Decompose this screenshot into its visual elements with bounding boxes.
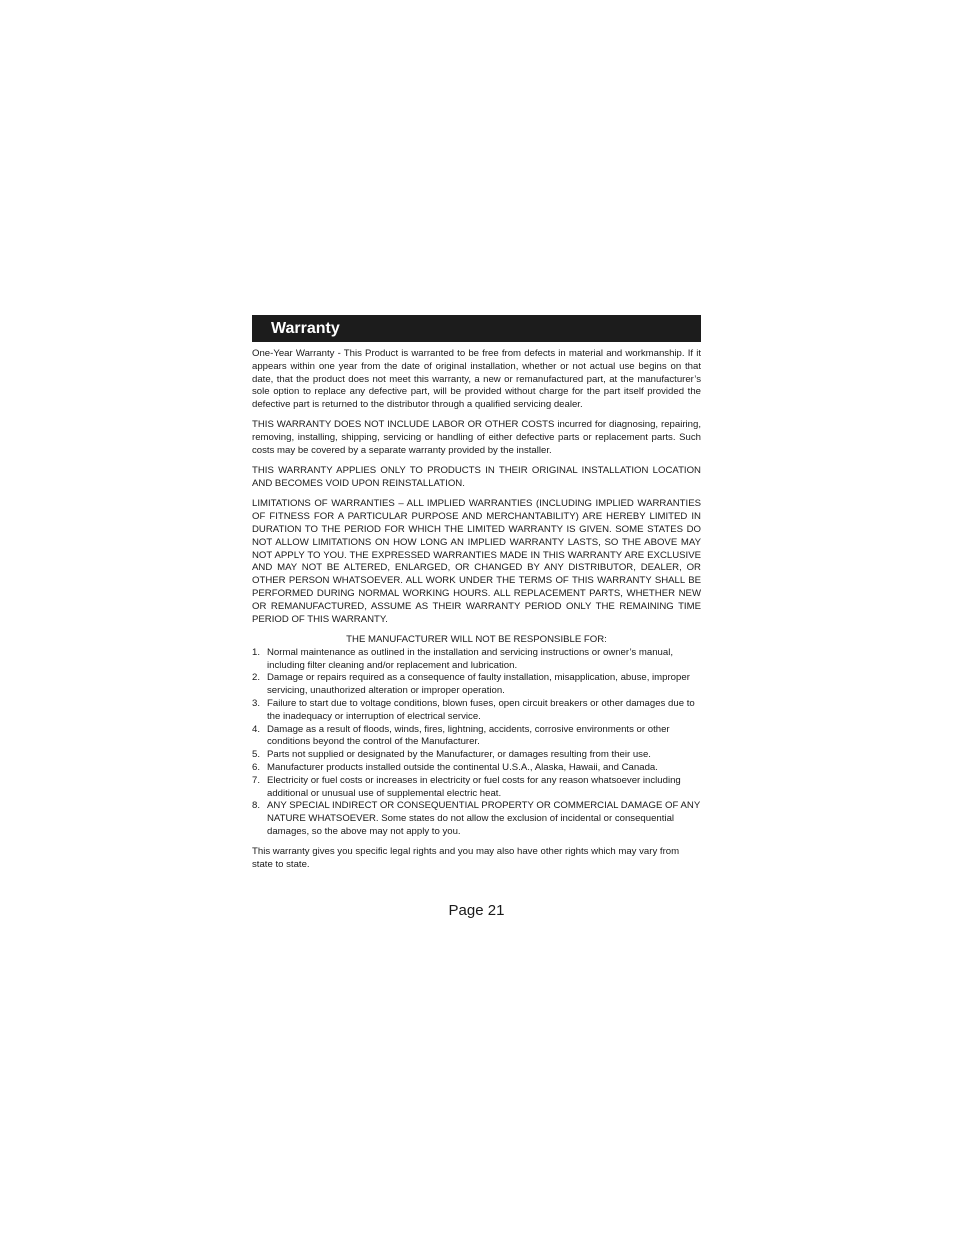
list-item-number: 6. xyxy=(252,761,261,773)
one-year-warranty-paragraph: One-Year Warranty - This Product is warranted to be free from defects in material and workmanship. If it appears within one year from the date of original installation, whether or not actual use begins on that date, that the product does not meet this warranty, a new or remanufactured part, at the manufacturer’s sole option to replace any defective part, will be provided without charge for the part itself provided the defective part is returned to the distributor through a qualified servicing dealer. xyxy=(252,348,701,411)
list-item-text: ANY SPECIAL INDIRECT OR CONSEQUENTIAL PROPERTY OR COMMERCIAL DAMAGE OF ANY NATURE WHATSOEVER. Some states do not allow the exclusion of incidental or consequential damages, so the above may not apply to you. xyxy=(267,800,701,837)
list-item-text: Parts not supplied or designated by the Manufacturer, or damages resulting from their use. xyxy=(267,749,651,761)
list-item xyxy=(252,672,701,698)
list-item-number: 2. xyxy=(252,672,261,684)
list-item-number: 3. xyxy=(252,697,261,709)
list-item-text: Manufacturer products installed outside the continental U.S.A., Alaska, Hawaii, and Canada. xyxy=(267,761,658,773)
section-title-bar xyxy=(252,315,701,342)
list-item-number: 1. xyxy=(252,646,261,658)
list-item-number: 7. xyxy=(252,774,261,786)
list-item xyxy=(252,724,701,750)
warranty-body xyxy=(252,348,701,872)
exclusions-list xyxy=(252,647,701,839)
list-item-number: 5. xyxy=(252,749,261,761)
list-item xyxy=(252,775,701,801)
warranty-page xyxy=(252,315,701,919)
list-item xyxy=(252,647,701,673)
labor-costs-paragraph: THIS WARRANTY DOES NOT INCLUDE LABOR OR OTHER COSTS incurred for diagnosing, repairing, removing, installing, shipping, servicing or handling of either defective parts or replacement parts. Such costs may be covered by a separate warranty provided by the installer. xyxy=(252,419,701,457)
list-item-text: Normal maintenance as outlined in the installation and servicing instructions or owner’s manual, including filter cleaning and/or replacement and lubrication. xyxy=(267,646,673,671)
list-item xyxy=(252,800,701,838)
closing-paragraph: This warranty gives you specific legal rights and you may also have other rights which may vary from state to state. xyxy=(252,846,680,870)
list-item xyxy=(252,698,701,724)
exclusions-heading: THE MANUFACTURER WILL NOT BE RESPONSIBLE FOR: xyxy=(346,633,607,645)
section-title: Warranty xyxy=(271,320,340,337)
list-item-number: 4. xyxy=(252,723,261,735)
list-item-text: Damage or repairs required as a consequence of faulty installation, misapplication, abuse, improper servicing, unauthorized alteration or improper operation. xyxy=(267,672,690,697)
list-item xyxy=(252,762,701,775)
list-item-text: Damage as a result of floods, winds, fires, lightning, accidents, corrosive environments or other conditions beyond the control of the Manufacturer. xyxy=(267,723,670,748)
limitations-paragraph: LIMITATIONS OF WARRANTIES – ALL IMPLIED WARRANTIES (INCLUDING IMPLIED WARRANTIES OF FITNESS FOR A PARTICULAR PURPOSE AND MERCHANTABILITY) ARE HEREBY LIMITED IN DURATION TO THE PERIOD FOR WHICH THE LIMITED WARRANTY IS GIVEN. SOME STATES DO NOT ALLOW LIMITATIONS ON HOW LONG AN IMPLIED WARRANTY LASTS, SO THE ABOVE MAY NOT APPLY TO YOU. THE EXPRESSED WARRANTIES MADE IN THIS WARRANTY ARE EXCLUSIVE AND MAY NOT BE ALTERED, ENLARGED, OR CHANGED BY ANY DISTRIBUTOR, DEALER, OR OTHER PERSON WHATSOEVER. ALL WORK UNDER THE TERMS OF THIS WARRANTY SHALL BE PERFORMED DURING NORMAL WORKING HOURS. ALL REPLACEMENT PARTS, WHETHER NEW OR REMANUFACTURED, ASSUME AS THEIR WARRANTY PERIOD ONLY THE REMAINING TIME PERIOD OF THIS WARRANTY. xyxy=(252,498,701,625)
list-item-number: 8. xyxy=(252,800,261,812)
list-item-text: Failure to start due to voltage conditions, blown fuses, open circuit breakers or other damages due to the inadequacy or interruption of electrical service. xyxy=(267,697,695,722)
page-number: Page 21 xyxy=(448,902,505,919)
list-item xyxy=(252,749,701,762)
list-item-text: Electricity or fuel costs or increases in electricity or fuel costs for any reason whatsoever including additional or unusual use of supplemental electric heat. xyxy=(267,774,681,799)
reinstallation-paragraph: THIS WARRANTY APPLIES ONLY TO PRODUCTS IN THEIR ORIGINAL INSTALLATION LOCATION AND BECOMES VOID UPON REINSTALLATION. xyxy=(252,465,701,490)
